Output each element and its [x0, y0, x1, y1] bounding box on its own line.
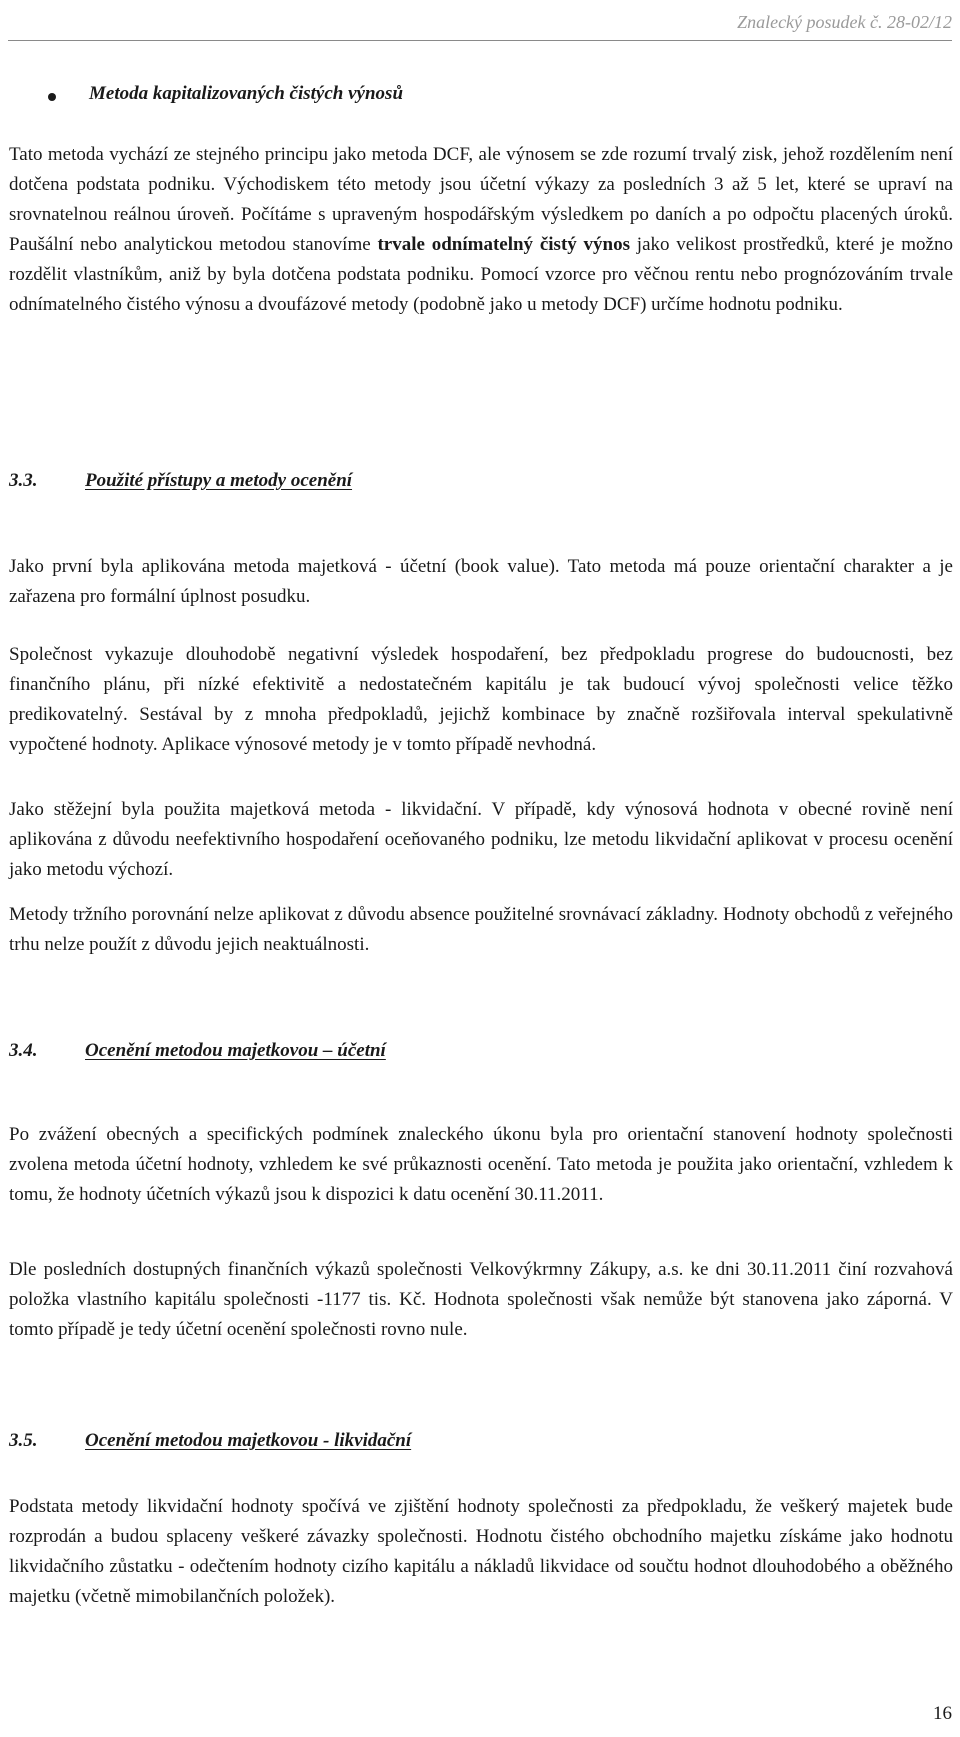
section-number: 3.3. [9, 470, 38, 491]
paragraph-text: jako velikost prostředků, které je možno rozdělit vlastníkům, aniž by byla dotčena podstata podniku. Pomocí vzorce pro věčnou rentu nebo prognózováním trvale odnímatelného čistého výnosu a dvoufázové metody (podobně jako u metody DCF) určíme hodnotu podniku. [9, 234, 953, 315]
paragraph-emphasis: trvale odnímatelný čistý výnos [377, 234, 631, 255]
paragraph-liquidation-method: Jako stěžejní byla použita majetková metoda - likvidační. V případě, kdy výnosová hodnota v obecné rovině není aplikována z důvodu neefektivního hospodaření oceňovaného podniku, lze metodu likvidační aplikovat v procesu ocenění jako metodu výchozí. [9, 799, 953, 880]
section-number: 3.5. [9, 1430, 38, 1451]
paragraph-negative-result: Společnost vykazuje dlouhodobě negativní výsledek hospodaření, bez předpokladu progrese do budoucnosti, bez finančního plánu, při nízké efektivitě a nedostatečném kapitálu je tak budoucí vývoj společnosti velice těžko predikovatelný. Sestával by z mnoha předpokladů, jejichž kombinace by značně rozšiřovala interval spekulativně vypočtené hodnoty. Aplikace výnosové metody je v tomto případě nevhodná. [9, 644, 953, 755]
bullet-heading-label: Metoda kapitalizovaných čistých výnosů [89, 83, 404, 104]
paragraph-dcf-capitalization [9, 140, 953, 320]
paragraph-liquidation-value: Podstata metody likvidační hodnoty spočívá ve zjištění hodnoty společnosti za předpokladu, že veškerý majetek bude rozprodán a budou splaceny veškeré závazky společnosti. Hodnotu čistého obchodního majetku získáme jako hodnotu likvidačního zůstatku - odečtením hodnoty cizího kapitálu a nákladů likvidace od součtu hodnot dlouhodobého a oběžného majetku (včetně mimobilančních položek). [9, 1496, 953, 1607]
paragraph-book-value: Jako první byla aplikována metoda majetková - účetní (book value). Tato metoda má pouze orientační charakter a je zařazena pro formální úplnost posudku. [9, 556, 953, 607]
section-title: Ocenění metodou majetkovou - likvidační [85, 1430, 412, 1451]
section-title: Použité přístupy a metody ocenění [85, 470, 353, 491]
header-divider [8, 40, 952, 41]
page-number: 16 [933, 1703, 952, 1724]
paragraph-text: Tato metoda vychází ze stejného principu jako metoda DCF, ale výnosem se zde rozumí trvalý zisk, jehož rozdělením není dotčena podstata podniku. Východiskem této metody jsou účetní výkazy za posledních 3 až 5 let, které se upraví na srovnatelnou reálnou úroveň. Počítáme s upraveným hospodářským výsledkem po daních a po odpočtu placených úroků. Paušální nebo analytickou metodou stanovíme [9, 144, 953, 255]
running-header: Znalecký posudek č. 28-02/12 [737, 12, 952, 32]
paragraph-book-value-assessment: Po zvážení obecných a specifických podmínek znaleckého úkonu byla pro orientační stanovení hodnoty společnosti zvolena metoda účetní hodnoty, vzhledem ke své průkaznosti ocenění. Tato metoda je použita jako orientační, vzhledem k tomu, že hodnoty účetních výkazů jsou k dispozici k datu ocenění 30.11.2011. [9, 1124, 953, 1205]
section-number: 3.4. [9, 1040, 38, 1061]
paragraph-market-comparison: Metody tržního porovnání nelze aplikovat z důvodu absence použitelné srovnávací základny. Hodnoty obchodů z veřejného trhu nelze použít z důvodu jejich neaktuálnosti. [9, 904, 953, 955]
paragraph-equity-value: Dle posledních dostupných finančních výkazů společnosti Velkovýkrmny Zákupy, a.s. ke dni 30.11.2011 činí rozvahová položka vlastního kapitálu společnosti -1177 tis. Kč. Hodnota společnosti však nemůže být stanovena jako záporná. V tomto případě je tedy účetní ocenění společnosti rovno nule. [9, 1259, 953, 1340]
section-title: Ocenění metodou majetkovou – účetní [85, 1040, 386, 1061]
bullet-dot-icon [48, 93, 56, 101]
